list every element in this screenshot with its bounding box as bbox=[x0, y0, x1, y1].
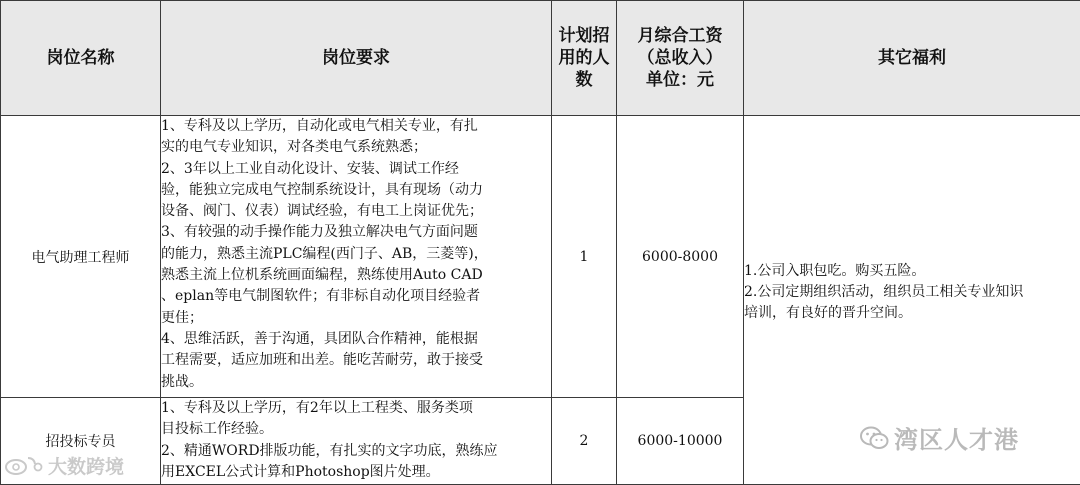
requirement-line: 目投标工作经验。 bbox=[161, 421, 273, 438]
weibo-icon bbox=[4, 454, 44, 481]
salary-value: 6000-10000 bbox=[617, 398, 744, 485]
requirement-line: 设备、阀门、仪表）调试经验，有电工上岗证优先； bbox=[161, 203, 483, 220]
benefit-line: 1.公司入职包吃。购买五险。 bbox=[744, 263, 926, 279]
requirement-line: 1、专科及以上学历，有2年以上工程类、服务类项 bbox=[161, 400, 473, 416]
header-headcount-line: 数 bbox=[575, 70, 593, 90]
requirement-line: 4、思维活跃，善于沟通，具团队合作精神，能根据 bbox=[161, 330, 478, 347]
header-headcount-line: 用的人 bbox=[558, 48, 610, 68]
requirement-line: 更佳； bbox=[161, 309, 203, 326]
requirement-line: 熟悉主流上位机系统画面编程，熟练使用Auto CAD bbox=[161, 267, 483, 284]
header-row bbox=[1, 1, 1080, 116]
requirement-line: 工程需要，适应加班和出差。能吃苦耐劳，敢于接受 bbox=[161, 352, 483, 369]
headcount-value: 2 bbox=[552, 398, 617, 485]
requirement-line: 实的电气专业知识，对各类电气系统熟悉； bbox=[161, 139, 427, 156]
requirements-cell bbox=[161, 398, 552, 485]
position-name: 招投标专员 bbox=[1, 398, 161, 485]
benefit-line: 2.公司定期组织活动，组织员工相关专业知识 bbox=[744, 284, 1024, 300]
position-name: 电气助理工程师 bbox=[1, 116, 161, 398]
requirement-line: 挑战。 bbox=[161, 373, 203, 390]
watermark-right bbox=[860, 420, 1019, 457]
header-position: 岗位名称 bbox=[1, 1, 161, 116]
wechat-icon bbox=[860, 425, 890, 457]
header-salary bbox=[617, 1, 744, 116]
requirement-line: 2、精通WORD排版功能，有扎实的文字功底，熟练应 bbox=[161, 442, 498, 459]
benefit-line: 培训，有良好的晋升空间。 bbox=[744, 305, 912, 321]
watermark-left bbox=[4, 452, 124, 481]
benefits-text bbox=[744, 261, 1080, 324]
requirement-line: 1、专科及以上学历，自动化或电气相关专业，有扎 bbox=[161, 118, 478, 134]
headcount-value: 1 bbox=[552, 116, 617, 398]
header-headcount-line: 计划招 bbox=[558, 26, 610, 46]
header-requirements: 岗位要求 bbox=[161, 1, 552, 116]
header-headcount bbox=[552, 1, 617, 116]
requirement-line: 用EXCEL公式计算和Photoshop图片处理。 bbox=[161, 463, 440, 480]
requirement-line: 2、3年以上工业自动化设计、安装、调试工作经 bbox=[161, 160, 459, 177]
watermark-left-text: 大数跨境 bbox=[48, 456, 125, 478]
salary-value: 6000-8000 bbox=[617, 116, 744, 398]
table-row bbox=[1, 116, 1080, 398]
requirements-cell bbox=[161, 116, 552, 398]
requirement-line: 、eplan等电气制图软件；有非标自动化项目经验者 bbox=[161, 288, 481, 305]
requirement-line: 3、有较强的动手操作能力及独立解决电气方面问题 bbox=[161, 224, 478, 241]
requirement-line: 的能力，熟悉主流PLC编程(西门子、AB，三菱等)， bbox=[161, 245, 488, 262]
header-salary-line: （总收入） bbox=[637, 48, 723, 68]
header-benefits: 其它福利 bbox=[744, 1, 1080, 116]
watermark-right-text: 湾区人才港 bbox=[894, 426, 1019, 454]
header-salary-line: 月综合工资 bbox=[637, 26, 723, 46]
requirement-line: 验，能独立完成电气控制系统设计，具有现场（动力 bbox=[161, 181, 483, 198]
header-salary-line: 单位：元 bbox=[646, 70, 714, 90]
